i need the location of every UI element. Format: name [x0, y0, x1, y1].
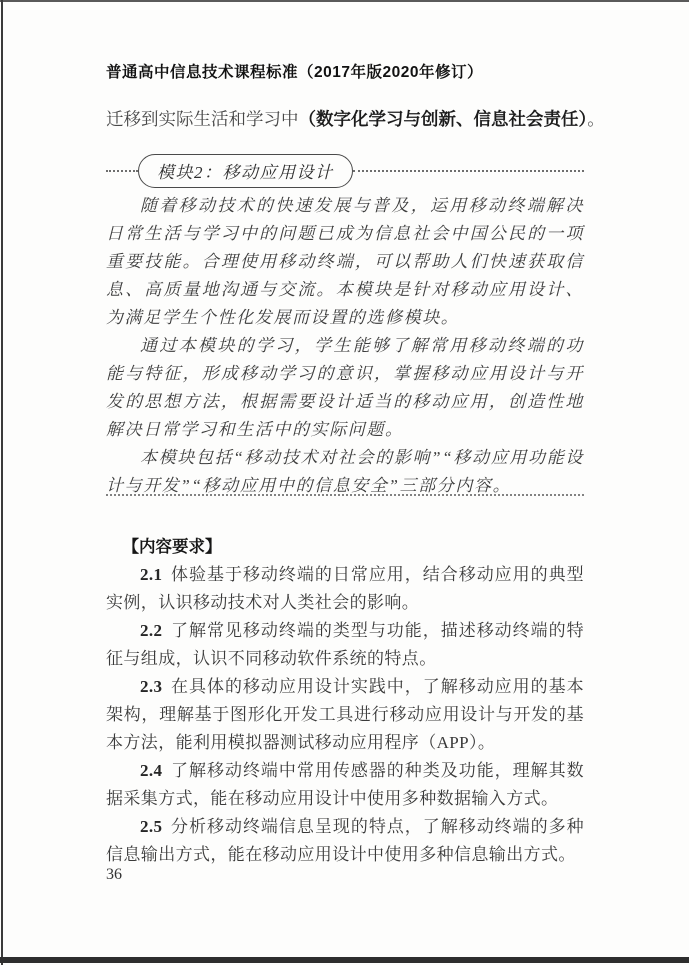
requirement-item: [106, 813, 584, 869]
dotted-leader-left: [106, 170, 138, 172]
requirement-number: 2.2: [140, 621, 163, 640]
requirement-text: 了解移动终端中常用传感器的种类及功能，理解其数据采集方式，能在移动应用设计中使用多种数据输入方式。: [106, 761, 584, 808]
requirement-text: 在具体的移动应用设计实践中，了解移动应用的基本架构，理解基于图形化开发工具进行移动应用设计与开发的基本方法，能利用模拟器测试移动应用程序（APP）。: [106, 677, 584, 752]
requirements-list: [106, 561, 584, 869]
running-head: 普通高中信息技术课程标准（2017年版2020年修订）: [106, 64, 483, 81]
page-number: 36: [106, 866, 122, 883]
scan-edge-left: [1, 0, 3, 965]
requirements-heading: 【内容要求】: [122, 538, 222, 556]
dotted-leader-right: [353, 170, 585, 172]
requirement-item: [106, 561, 584, 617]
requirement-number: 2.4: [140, 761, 163, 780]
intro-core-competencies: （数字化学习与创新、信息社会责任）: [298, 109, 588, 129]
module-paragraphs: [106, 192, 584, 500]
intro-suffix: 。: [587, 109, 605, 129]
requirement-number: 2.1: [140, 565, 163, 584]
dotted-separator: [106, 494, 584, 496]
scan-edge-bottom: [0, 957, 689, 963]
module-paragraph: 随着移动技术的快速发展与普及，运用移动终端解决日常生活与学习中的问题已成为信息社会中国公民的一项重要技能。合理使用移动终端，可以帮助人们快速获取信息、高质量地沟通与交流。本模块是针对移动应用设计、为满足学生个性化发展而设置的选修模块。: [106, 196, 584, 327]
requirement-text: 体验基于移动终端的日常应用，结合移动应用的典型实例，认识移动技术对人类社会的影响。: [106, 565, 584, 612]
requirement-item: [106, 617, 584, 673]
content-requirements-section: [106, 533, 584, 869]
scan-edge-top: [0, 0, 689, 2]
module-title-badge: 模块2：移动应用设计: [138, 154, 353, 188]
requirement-item: [106, 757, 584, 813]
requirement-item: [106, 673, 584, 757]
requirement-number: 2.3: [140, 677, 163, 696]
requirement-number: 2.5: [140, 817, 163, 836]
requirement-text: 了解常见移动终端的类型与功能，描述移动终端的特征与组成，认识不同移动软件系统的特点。: [106, 621, 584, 668]
intro-prefix: 迁移到实际生活和学习中: [106, 109, 299, 129]
module-paragraph: 通过本模块的学习，学生能够了解常用移动终端的功能与特征，形成移动学习的意识，掌握移动应用设计与开发的思想方法，根据需要设计适当的移动应用，创造性地解决日常学习和生活中的实际问题。: [106, 336, 584, 439]
module-paragraph: 本模块包括“移动技术对社会的影响”“移动应用功能设计与开发”“移动应用中的信息安全”三部分内容。: [106, 448, 584, 495]
requirement-text: 分析移动终端信息呈现的特点，了解移动终端的多种信息输出方式，能在移动应用设计中使用多种信息输出方式。: [106, 817, 584, 864]
intro-carryover-line: [106, 107, 605, 131]
module-title-row: [106, 154, 584, 188]
